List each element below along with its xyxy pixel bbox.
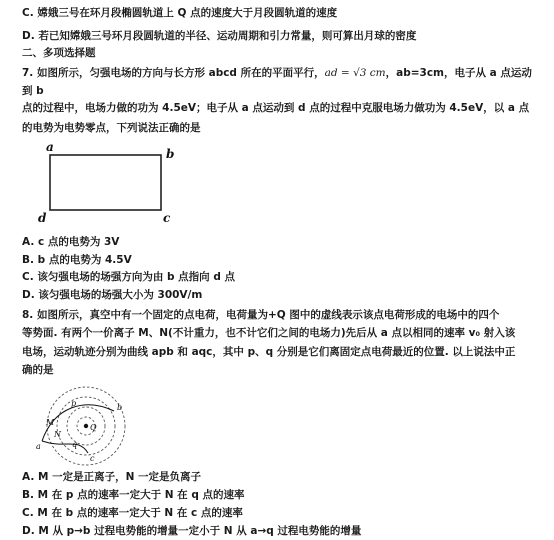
q8-stem-line3: 电场，运动轨迹分别为曲线 apb 和 aqc，其中 p、q 分别是它们离固定点电荷最近的位置. 以上说法中正	[22, 346, 516, 358]
q7-option-d: D. 该匀强电场的场强大小为 300V/m	[22, 289, 203, 301]
q7-stem-line2: 到 b	[22, 85, 44, 97]
q8-option-d: D. M 从 p→b 过程电势能的增量一定小于 N 从 a→q 过程电势能的增量	[22, 525, 362, 537]
q8-option-b: B. M 在 p 点的速率一定大于 N 在 q 点的速率	[22, 489, 245, 501]
label-a: a	[36, 442, 41, 451]
q7-stem-line1-b: ，ab=3cm，电子从 a 点运动	[385, 67, 532, 79]
q8-equipotential-figure	[26, 383, 136, 465]
label-n: N	[54, 430, 61, 439]
q8-option-c: C. M 在 b 点的速率一定大于 N 在 c 点的速率	[22, 507, 243, 519]
q7-rectangle-figure	[28, 140, 188, 225]
q8-stem-line4: 确的是	[22, 364, 54, 376]
q7-stem-line3: 点的过程中，电场力做的功为 4.5eV；电子从 a 点运动到 d 点的过程中克服电场力做功为 4.5eV，以 a 点	[22, 102, 530, 114]
label-a: a	[46, 140, 54, 154]
q6-option-d: D. 若已知嫦娥三号环月段圆轨道的半径、运动周期和引力常量，则可算出月球的密度	[22, 30, 417, 42]
label-b: b	[166, 147, 175, 161]
q7-stem-line4: 的电势为电势零点，下列说法正确的是	[22, 122, 201, 134]
q7-stem-line1	[22, 66, 532, 80]
label-m: M	[46, 418, 55, 427]
label-charge-q: Q	[90, 423, 97, 432]
label-q: q	[72, 440, 78, 449]
q8-stem-line1: 8. 如图所示，真空中有一个固定的点电荷，电荷量为+Q 图中的虚线表示该点电荷形成的电场中的四个	[22, 309, 500, 321]
label-p: p	[71, 399, 77, 408]
label-c: c	[163, 211, 171, 225]
q8-stem-line2: 等势面. 有两个一价离子 M、N(不计重力，也不计它们之间的电场力)先后从 a 点以相同的速率 v₀ 射入该	[22, 327, 516, 339]
section-title: 二、多项选择题	[22, 47, 96, 59]
label-d: d	[38, 211, 47, 225]
q8-option-a: A. M 一定是正离子，N 一定是负离子	[22, 471, 202, 483]
rectangle-abcd	[50, 155, 161, 210]
q7-option-a: A. c 点的电势为 3V	[22, 236, 120, 248]
label-b: b	[117, 403, 123, 412]
point-charge-dot	[84, 424, 88, 428]
q7-stem-formula: ad = √3 cm	[324, 67, 386, 79]
q7-option-c: C. 该匀强电场的场强方向为由 b 点指向 d 点	[22, 271, 236, 283]
q6-option-c: C. 嫦娥三号在环月段椭圆轨道上 Q 点的速度大于月段圆轨道的速度	[22, 7, 338, 19]
label-c: c	[90, 454, 95, 463]
q7-stem-line1-a: 7. 如图所示，匀强电场的方向与长方形 abcd 所在的平面平行，	[22, 67, 325, 79]
trajectory-aqc	[42, 441, 88, 453]
q7-option-b: B. b 点的电势为 4.5V	[22, 254, 132, 266]
